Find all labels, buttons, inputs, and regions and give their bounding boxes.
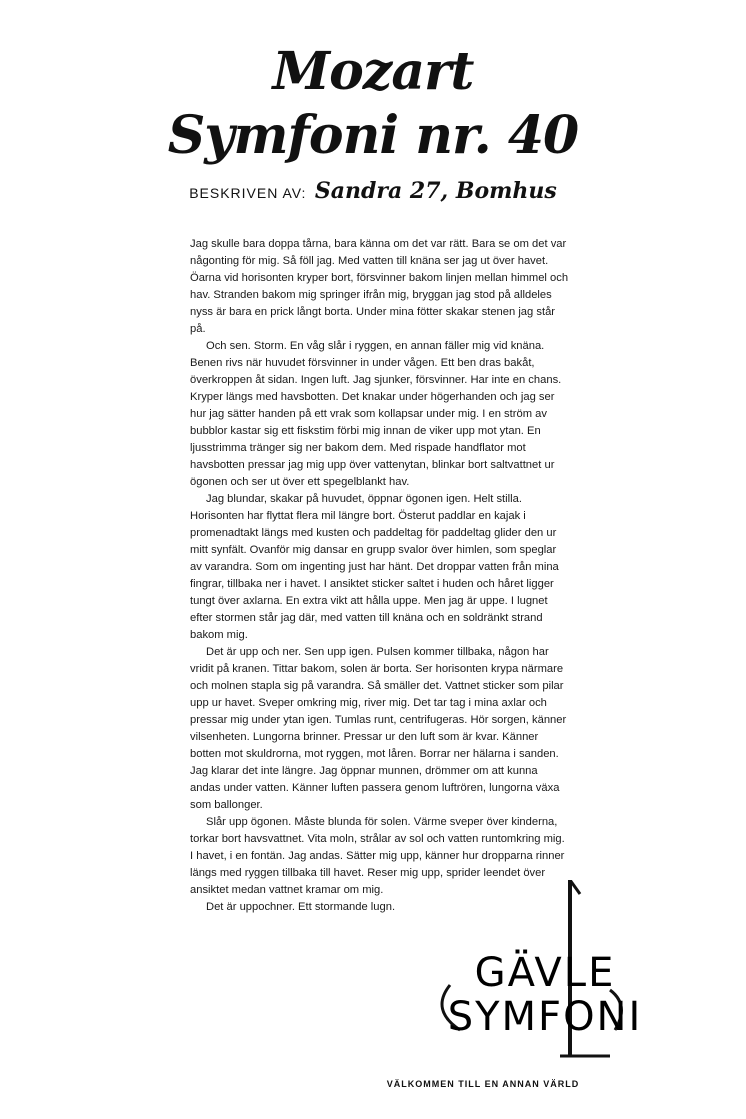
byline-label: BESKRIVEN AV:	[189, 185, 307, 201]
story-paragraph: Jag skulle bara doppa tårna, bara känna om det var rätt. Bara se om det var någonting för mig. Så föll jag. Med vatten till knäna ser jag ut över havet. Öarna vid horisonten kryper bort, försvinner bakom linjen mellan himmel och hav. Stranden bakom mig springer ifrån mig, bryggan jag stod på alldeles nyss är bara en prick långt borta. Under mina fötter skakar stenen jag står på.	[190, 238, 569, 335]
byline-author: Sandra 27, Bomhus	[314, 178, 557, 204]
logo-graphic	[430, 880, 660, 1060]
story-paragraph: Och sen. Storm. En våg slår i ryggen, en annan fäller mig vid knäna. Benen rivs när huvudet försvinner in under vågen. Ett ben dras bakåt, överkroppen åt sidan. Ingen luft. Jag sjunker, försvinner. Har inte en chans. Kryper längs med havsbotten. Det knakar under högerhanden och jag ser hur jag sätter handen på ett vrak som kollapsar under mig. I en ström av bubblor kastar sig ett fiskstim förbi mig innan de viker upp mot ytan. En ljusstrimma tränger sig ner bakom dem. Med rispade handflator mot havsbotten pressar jag mig upp över vattenytan, blinkar bort saltvattnet ur ögonen och ser ut över ett spegelblankt hav.	[190, 340, 562, 488]
story-paragraph: Jag blundar, skakar på huvudet, öppnar ögonen igen. Helt stilla. Horisonten har flyttat flera mil längre bort. Österut paddlar en kajak i promenadtakt längs med kusten och paddeltag för paddeltag glider den ur mitt synfält. Ovanför mig dansar en grupp svalor över himlen, som speglar av varandra. Som om ingenting just har hänt. Det droppar vatten från mina fingrar, tillbaka ner i havet. I ansiktet sticker saltet i huden och håret ligger tungt över axlarna. En extra vikt att hålla uppe. Men jag är uppe. I lugnet efter stormen står jag där, med vatten till knäna och en soldränkt strand bakom mig.	[190, 493, 559, 641]
story-text	[190, 236, 570, 916]
story-paragraph: Det är uppochner. Ett stormande lugn.	[206, 901, 396, 913]
logo-line-1: GÄVLE	[474, 950, 616, 996]
title-line-2: Symfoni nr. 40	[167, 105, 579, 166]
gavle-symfoni-logo	[430, 880, 660, 1060]
story-paragraph: Det är upp och ner. Sen upp igen. Pulsen kommer tillbaka, någon har vridit på kranen. Tittar bakom, solen är borta. Ser horisonten krypa närmare och molnen stapla sig på varandra. Så smäller det. Vattnet sticker som pilar upp ur havet. Sveper omkring mig, river mig. Det tar tag i mina axlar och pressar mig under ytan igen. Tumlas runt, centrifugeras. Hör sorgen, känner vilsenheten. Lungorna brinner. Pressar ur den luft som är kvar. Känner botten mot skuldrorna, mot ryggen, mot låren. Borrar ner hälarna i sanden. Jag klarar det inte längre. Jag öppnar munnen, drömmer om att kunna andas under vatten. Känner luften passera genom luftrören, lungorna växa som ballonger.	[190, 646, 567, 811]
tagline: VÄLKOMMEN TILL EN ANNAN VÄRLD	[386, 1079, 580, 1089]
story-paragraph: Slår upp ögonen. Måste blunda för solen. Värme sveper över kinderna, torkar bort havsvattnet. Vita moln, strålar av sol och vatten runtomkring mig. I havet, i en fontän. Jag andas. Sätter mig upp, känner hur dropparna rinner längs med ryggen tillbaka till havet. Reser mig upp, sprider leendet över ansiktet medan vattnet kramar om mig.	[190, 816, 565, 896]
page-title	[0, 40, 746, 168]
byline	[0, 178, 746, 204]
title-line-1: Mozart	[272, 41, 474, 102]
logo-line-2: SYMFONI	[447, 994, 643, 1040]
